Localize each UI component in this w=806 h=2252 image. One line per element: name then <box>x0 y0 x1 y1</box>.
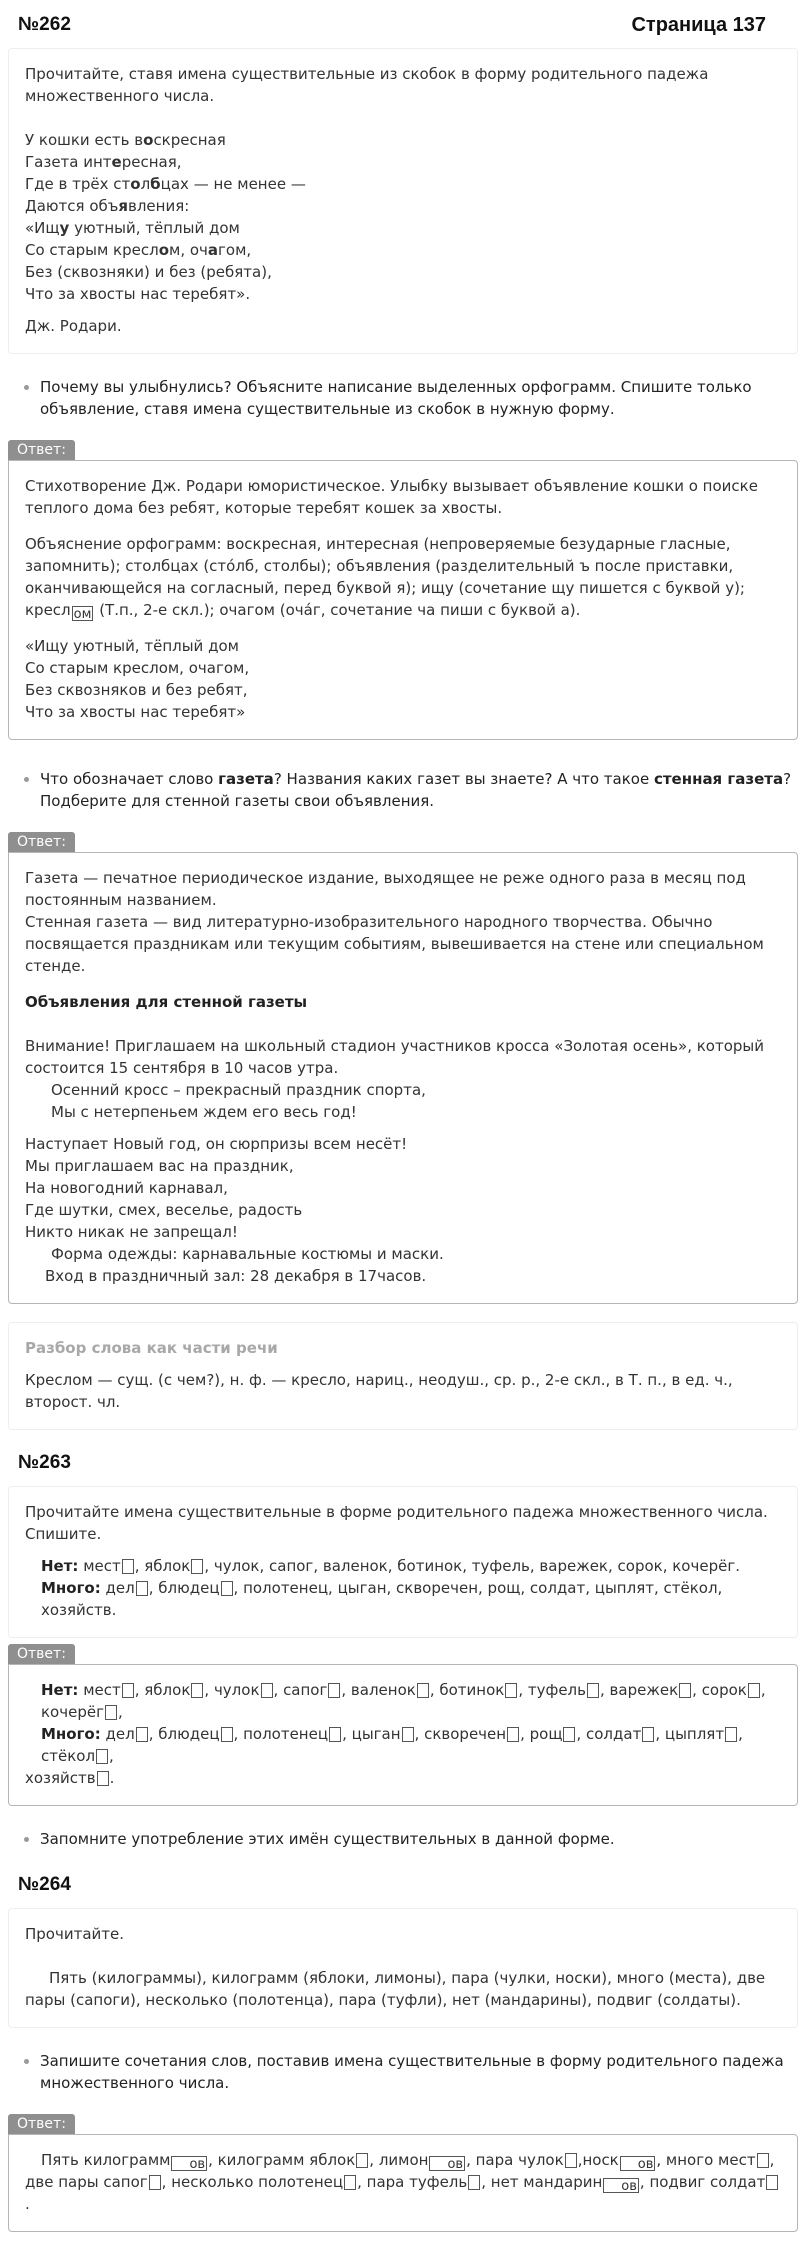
verse-line: Что за хвосты нас теребят» <box>25 703 246 721</box>
poem-line-8: Что за хвосты нас теребят». <box>25 285 251 303</box>
task-262-question-2: Что обозначает слово газета? Названия каких газет вы знаете? А что такое стенная газета? Подберите для стенной газеты свои объявления. <box>8 768 798 812</box>
ending-box <box>191 1559 203 1574</box>
ad-text: Внимание! Приглашаем на школьный стадион участников кросса «Золотая осень», который состоится 15 сентября в 10 часов утра. <box>25 1037 764 1077</box>
ad-line: На новогодний карнавал, <box>25 1179 228 1197</box>
word-parse-title: Разбор слова как части речи <box>25 1339 278 1357</box>
ad-line: Никто никак не запрещал! <box>25 1223 238 1241</box>
poem <box>25 129 781 305</box>
answer-263-last: хозяйств . <box>25 1769 115 1787</box>
task-263-number: №263 <box>18 1452 71 1473</box>
ad-line: Мы приглашаем вас на праздник, <box>25 1157 294 1175</box>
task-262-number: №262 <box>18 14 71 35</box>
task-263-instruction: Прочитайте имена существительные в форме родительного падежа множественного числа. Спишите. <box>25 1503 768 1543</box>
answer-263-net: Нет: мест , яблок , чулок , сапог , валенок , ботинок , туфель , варежек , сорок , кочерёг , <box>41 1681 766 1721</box>
ending-box: ом <box>73 607 92 622</box>
ending-box <box>221 1581 233 1596</box>
page <box>0 14 806 2252</box>
ad-line: Осенний кросс – прекрасный праздник спорта, <box>51 1081 426 1099</box>
page-number: Страница 137 <box>631 14 766 36</box>
task-264-text: Пять (килограммы), килограмм (яблоки, лимоны), пара (чулки, носки), много (места), две пары (сапоги), несколько (полотенца), пара (туфли), нет (мандарины), подвиг (солдаты). <box>25 1969 766 2009</box>
task-264-instruction: Прочитайте. <box>25 1925 125 1943</box>
task-262-question-1: Почему вы улыбнулись? Объясните написание выделенных орфограмм. Спишите только объявление, ставя имена существительные из скобок в нужную форму. <box>8 376 798 420</box>
ad-line: Мы с нетерпеньем ждем его весь год! <box>51 1103 357 1121</box>
verse-line: Без сквозняков и без ребят, <box>25 681 248 699</box>
ending-box <box>122 1559 134 1574</box>
verse-line: Со старым креслом, очагом, <box>25 659 250 677</box>
poem-line-5: «Ищу уютный, тёплый дом <box>25 219 240 237</box>
ads-heading: Объявления для стенной газеты <box>25 993 308 1011</box>
answer-label: Ответ: <box>8 1644 75 1664</box>
task-263-mnogo-line: Много: дел , блюдец , полотенец, цыган, скворечен, рощ, солдат, цыплят, стёкол, хозяйств. <box>41 1579 723 1619</box>
ad-line: Форма одежды: карнавальные костюмы и маски. <box>51 1245 444 1263</box>
task-262-card <box>8 48 798 354</box>
poem-line-7: Без (сквозняки) и без (ребята), <box>25 263 272 281</box>
ad-line: Наступает Новый год, он сюрпризы всем несёт! <box>25 1135 408 1153</box>
task-262-instruction: Прочитайте, ставя имена существительные из скобок в форму родительного падежа множественного числа. <box>25 65 709 105</box>
task-264-question: Запишите сочетания слов, поставив имена существительные в форму родительного падежа множественного числа. <box>8 2050 798 2094</box>
task-263-words <box>25 1555 781 1621</box>
ending-box <box>136 1581 148 1596</box>
answer-label: Ответ: <box>8 832 75 852</box>
verse-line: «Ищу уютный, тёплый дом <box>25 637 239 655</box>
answer-paragraph: Стихотворение Дж. Родари юмористическое. Улыбку вызывает объявление кошки о поиске теплого дома без ребят, которые теребят кошек за хвосты. <box>25 477 758 517</box>
answer-262-2 <box>8 852 798 1304</box>
task-263-card <box>8 1486 798 1638</box>
task-263-net-line: Нет: мест , яблок , чулок, сапог, валенок, ботинок, туфель, варежек, сорок, кочерёг. <box>41 1557 740 1575</box>
ad-line: Где шутки, смех, веселье, радость <box>25 1201 303 1219</box>
answer-paragraph: Стенная газета — вид литературно-изобразительного народного творчества. Обычно посвящается праздникам или текущим событиям, вывешивается на стене или специальном стенде. <box>25 913 764 975</box>
word-parse-card <box>8 1322 798 1430</box>
answer-paragraph: Газета — печатное периодическое издание, выходящее не реже одного раза в месяц под постоянным названием. <box>25 869 746 909</box>
answer-262-1 <box>8 460 798 740</box>
poem-line-3: Где в трёх столбцах — не менее — <box>25 175 306 193</box>
answer-paragraph: Объяснение орфограмм: воскресная, интересная (непроверяемые безударные гласные, запомнить); столбцах (сто́лб, столбы); объявления (разделительный ъ после приставки, оканчивающейся на согласный, перед буквой я); ищу (сочетание щу пишется с буквой у); кресл ом (Т.п., 2-е скл.); очагом (оча́г, сочетание ча пиши с буквой а). <box>25 535 745 622</box>
word-parse-text: Креслом — сущ. (с чем?), н. ф. — кресло, нариц., неодуш., ср. р., 2-е скл., в Т. п., в ед. ч., второст. чл. <box>25 1371 733 1411</box>
ad-line: Вход в праздничный зал: 28 декабря в 17часов. <box>45 1267 427 1285</box>
answer-264 <box>8 2134 798 2232</box>
task-263-note: Запомните употребление этих имён существительных в данной форме. <box>8 1828 798 1850</box>
poem-line-6: Со старым креслом, очагом, <box>25 241 252 259</box>
answer-263-mnogo: Много: дел , блюдец , полотенец , цыган , скворечен , рощ , солдат , цыплят , стёкол , <box>41 1725 743 1765</box>
answer-label: Ответ: <box>8 2114 75 2134</box>
task-264-card <box>8 1908 798 2028</box>
answer-label: Ответ: <box>8 440 75 460</box>
answer-264-text: Пять килограмм ов , килограмм яблок , лимон ов , пара чулок ,носк ов , много мест , две пары сапог , несколько полотенец , пара туфель , нет мандарин ов , подвиг солдат. <box>25 2149 781 2215</box>
answer-263 <box>8 1664 798 1806</box>
answer-verse <box>25 635 781 723</box>
poem-line-4: Даются объявления: <box>25 197 190 215</box>
poem-author: Дж. Родари. <box>25 317 122 335</box>
poem-line-2: Газета интересная, <box>25 153 182 171</box>
task-264-number: №264 <box>18 1874 71 1895</box>
poem-line-1: У кошки есть воскресная <box>25 131 226 149</box>
